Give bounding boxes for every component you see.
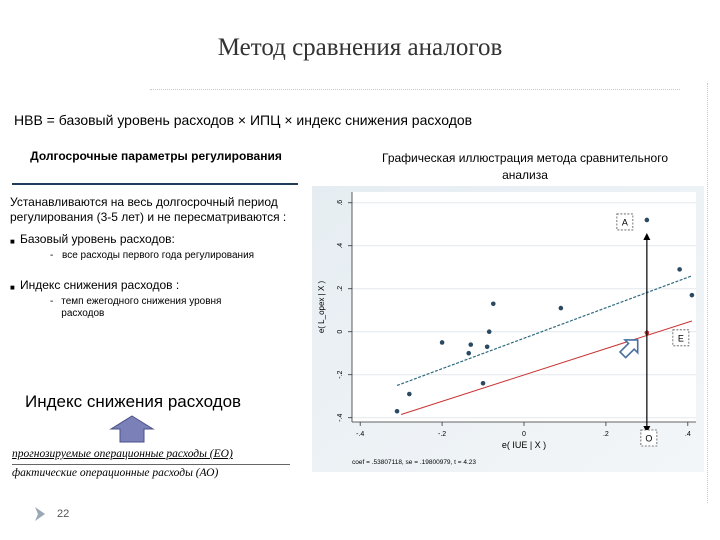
y-tick-label: .6	[337, 199, 344, 206]
x-tick-label: -.2	[438, 431, 447, 438]
y-tick-label: 0	[337, 329, 344, 334]
title-divider	[150, 89, 680, 90]
scatter-point	[677, 267, 682, 272]
sub-item-text: темп ежегодного снижения уровня расходов	[61, 296, 222, 319]
index-title: Индекс снижения расходов	[25, 392, 242, 411]
scatter-point	[440, 340, 445, 345]
marker-e-label: E	[677, 333, 684, 344]
regression-footnote: coef = .53807118, se = .19800979, t = 4.23	[352, 459, 477, 466]
x-tick-label: .2	[602, 431, 609, 438]
y-tick-label: -.2	[337, 370, 344, 379]
y-tick-label: .2	[337, 285, 344, 292]
fraction-bottom-rule	[12, 464, 290, 465]
scatter-point	[690, 293, 695, 298]
fraction-denominator: фактические операционные расходы (АО)	[12, 467, 219, 479]
sub-item-text: все расходы первого года регулирования	[62, 250, 255, 261]
x-tick-label: -.4	[356, 431, 365, 438]
bullet-item-reduction-index	[10, 278, 300, 295]
up-arrow-icon	[109, 414, 155, 444]
page-arrow-icon	[33, 506, 47, 522]
page-title: Метод сравнения аналогов	[217, 34, 503, 61]
scatter-chart	[312, 186, 704, 472]
scatter-point	[645, 218, 650, 223]
scatter-point	[559, 306, 564, 311]
x-tick-label: 0	[522, 431, 526, 438]
y-tick-label: .4	[337, 242, 344, 249]
dash-icon: -	[50, 250, 54, 261]
scatter-point	[485, 344, 490, 349]
square-bullet-icon: ■	[10, 237, 15, 246]
marker-a-label: A	[621, 217, 628, 228]
scatter-point	[491, 301, 496, 306]
scatter-point	[466, 351, 471, 356]
scatter-point	[395, 409, 400, 414]
right-panel-header: Графическая иллюстрация метода сравнительного анализа	[382, 151, 668, 182]
scatter-point	[481, 381, 486, 386]
fraction-numerator: прогнозируемые операционные расходы (ЕО)	[12, 448, 233, 460]
plot-area	[352, 192, 696, 422]
dash-icon: -	[50, 296, 54, 307]
bullet-label: Базовый уровень расходов:	[20, 232, 175, 246]
right-edge-rule	[707, 83, 708, 503]
left-panel-body	[10, 195, 300, 320]
scatter-point	[407, 392, 412, 397]
left-panel-header: Долгосрочные параметры регулирования	[30, 149, 282, 163]
formula-text: НВВ = базовый уровень расходов × ИПЦ × индекс снижения расходов	[14, 112, 473, 128]
page-number: 22	[57, 508, 70, 520]
scatter-point	[487, 329, 492, 334]
scatter-point	[468, 342, 473, 347]
square-bullet-icon: ■	[10, 283, 15, 292]
intro-text: Устанавливаются на весь долгосрочный период регулирования (3-5 лет) и не пересматриваются :	[10, 195, 287, 224]
bullet-label: Индекс снижения расходов :	[20, 278, 180, 292]
y-tick-label: -.4	[337, 413, 344, 422]
x-tick-label: .4	[684, 431, 691, 438]
marker-o-label: O	[645, 433, 653, 444]
sub-item	[50, 296, 255, 320]
y-axis-label: e( L_opex | X )	[317, 280, 326, 334]
sub-item	[50, 250, 300, 262]
bullet-item-base-level	[10, 232, 300, 249]
x-axis-label: e( IUE | X )	[501, 440, 547, 450]
left-header-underline	[12, 183, 298, 185]
